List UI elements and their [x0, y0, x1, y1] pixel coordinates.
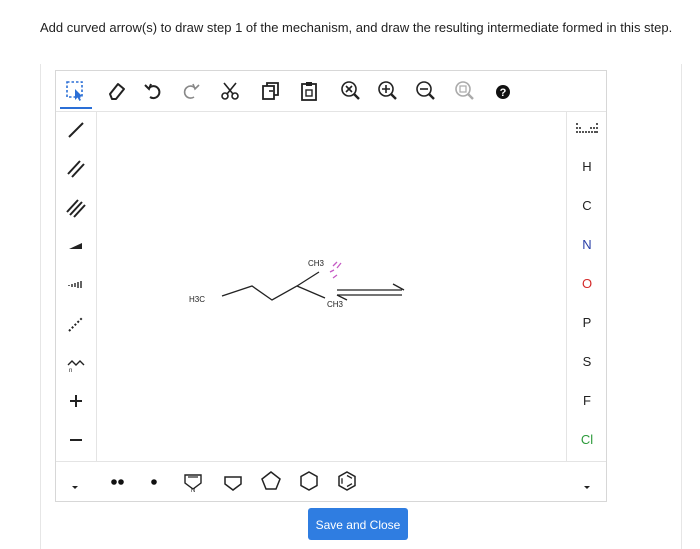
paste-icon[interactable]: [296, 78, 322, 104]
ch3-top-label: CH3: [308, 259, 325, 268]
reaction-arrow-icon: [337, 284, 404, 300]
question-prompt: Add curved arrow(s) to draw step 1 of the mechanism, and draw the resulting intermediate formed in this step.: [40, 20, 673, 35]
benzene-icon[interactable]: [334, 468, 360, 494]
help-icon[interactable]: [490, 79, 516, 105]
element-n[interactable]: N: [582, 237, 592, 252]
svg-text:N: N: [190, 488, 196, 493]
periodic-table-icon[interactable]: [574, 116, 600, 142]
left-toolbar: [56, 111, 97, 461]
element-cl[interactable]: Cl: [580, 432, 594, 447]
undo-icon[interactable]: [140, 78, 166, 104]
element-c[interactable]: C: [582, 198, 592, 213]
top-toolbar: [56, 71, 606, 112]
ch3-right-label: CH3: [327, 300, 344, 309]
wedge-bond-icon[interactable]: [63, 233, 89, 259]
chemistry-editor: [55, 70, 607, 502]
zoom-out-icon[interactable]: [412, 78, 438, 104]
single-bond-icon[interactable]: [63, 117, 89, 143]
plus-charge-icon[interactable]: [63, 388, 89, 414]
electron-pair-icon[interactable]: [104, 469, 130, 495]
element-o[interactable]: O: [581, 276, 593, 291]
element-h[interactable]: H: [582, 159, 592, 174]
element-s[interactable]: S: [582, 354, 592, 369]
zoom-fit-icon[interactable]: [451, 78, 477, 104]
minus-charge-icon[interactable]: [63, 427, 89, 453]
h3c-label: H3C: [189, 295, 206, 304]
radical-icon[interactable]: [141, 469, 167, 495]
pyrrole-ring-icon[interactable]: [180, 468, 206, 494]
bottom-toolbar: [56, 461, 606, 502]
svg-text:?: ?: [499, 87, 507, 99]
zoom-reset-icon[interactable]: [337, 78, 363, 104]
expand-down-icon[interactable]: [62, 474, 88, 500]
save-and-close-button[interactable]: Save and Close: [308, 508, 408, 540]
double-bond-icon[interactable]: [63, 156, 89, 182]
select-icon[interactable]: [60, 75, 92, 109]
cyclopentane-icon[interactable]: [258, 468, 284, 494]
dash-bond-icon[interactable]: [63, 311, 89, 337]
element-f[interactable]: F: [583, 393, 591, 408]
svg-text:n: n: [69, 368, 73, 373]
chain-icon[interactable]: [63, 349, 89, 375]
eraser-icon[interactable]: [104, 78, 130, 104]
cyclohexane-icon[interactable]: [296, 468, 322, 494]
selection-highlight-icon: [330, 262, 341, 278]
hash-bond-icon[interactable]: [63, 271, 89, 297]
right-toolbar: [566, 111, 607, 461]
redo-icon[interactable]: [178, 78, 204, 104]
copy-icon[interactable]: [258, 78, 284, 104]
cut-icon[interactable]: [217, 78, 243, 104]
element-p[interactable]: P: [582, 315, 592, 330]
triple-bond-icon[interactable]: [63, 195, 89, 221]
drawing-canvas[interactable]: [97, 112, 565, 460]
cyclopropane-icon[interactable]: [220, 469, 246, 495]
elements-expand-down-icon[interactable]: [574, 474, 600, 500]
zoom-in-icon[interactable]: [374, 78, 400, 104]
